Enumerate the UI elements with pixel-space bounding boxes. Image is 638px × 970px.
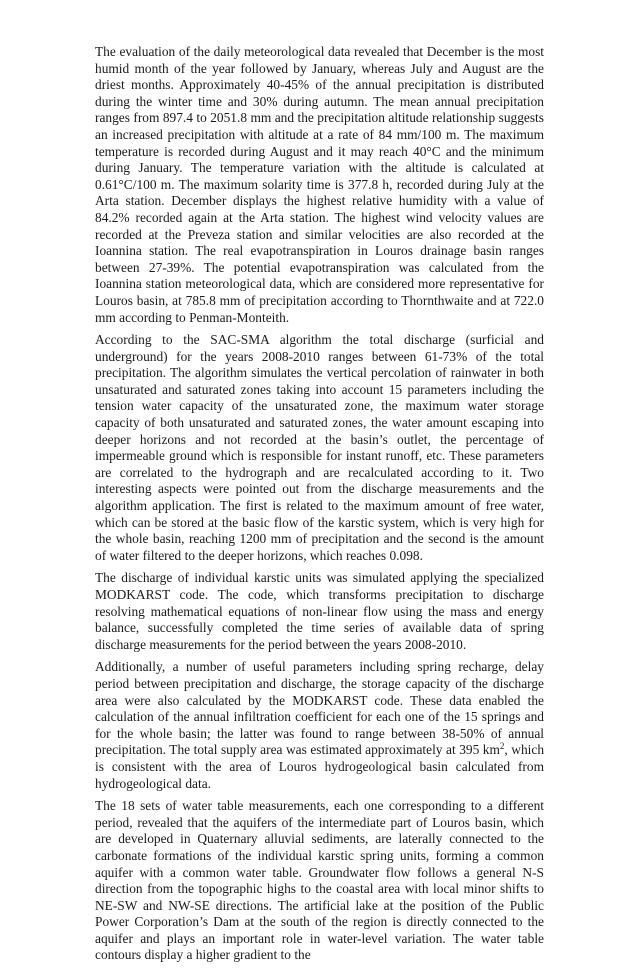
km-squared-superscript: 2	[499, 741, 505, 752]
paragraph-sac-sma-discharge: According to the SAC-SMA algorithm the total discharge (surficial and underground) for the years 2008-2010 ranges between 61-73% of the total precipitation. The algorithm simulates the vertical percolation of rainwater in both unsaturated and saturated zones taking into account 15 parameters including the tension water capacity of the unsaturated zone, the maximum water storage capacity of both unsaturated and saturated zones, the water amount escaping into deeper horizons and not recorded at the basin’s outlet, the percentage of impermeable ground which is responsible for instant runoff, etc. These parameters are correlated to the hydrograph and are recalculated according to it. Two interesting aspects were pointed out from the discharge measurements and the algorithm application. The first is related to the maximum amount of free water, which can be stored at the basic flow of the karstic system, which is very high for the whole basin, reaching 1200 mm of precipitation and the second is the amount of water filtered to the deeper horizons, which reaches 0.098.	[95, 332, 544, 563]
paragraph-infiltration-text-start: Additionally, a number of useful parameters including spring recharge, delay period between precipitation and discharge, the storage capacity of the discharge area were also calculated by the MODKARST code. These data enabled the calculation of the annual infiltration coefficient for each one of the 15 springs and for the whole basin; the latter was found to range between 38-50% of annual precipitation. The total supply area was estimated approximately at 395 km	[95, 659, 544, 758]
paragraph-water-table: The 18 sets of water table measurements, each one corresponding to a different period, revealed that the aquifers of the intermediate part of Louros basin, which are developed in Quaternary alluvial sediments, are laterally connected to the carbonate formations of the individual karstic spring units, forming a common aquifer with a common water table. Groundwater flow follows a general N-S direction from the topographic highs to the coastal area with local minor shifts to NE-SW and NW-SE directions. The artificial lake at the position of the Public Power Corporation’s Dam at the south of the region is directly connected to the aquifer and plays an important role in water-level variation. The water table contours display a higher gradient to the	[95, 798, 544, 963]
paragraph-modkarst-simulation: The discharge of individual karstic units was simulated applying the specialized MODKARST code. The code, which transforms precipitation to discharge resolving mathematical equations of non-linear flow using the mass and energy balance, successfully completed the time series of available data of spring discharge measurements for the period between the years 2008-2010.	[95, 570, 544, 652]
paragraph-meteorological-data: The evaluation of the daily meteorological data revealed that December is the most humid month of the year followed by January, whereas July and August are the driest months. Approximately 40-45% of the annual precipitation is distributed during the winter time and 30% during autumn. The mean annual precipitation ranges from 897.4 to 2051.8 mm and the precipitation altitude relationship suggests an increased precipitation with altitude at a rate of 84 mm/100 m. The maximum temperature is recorded during August and it may reach 40°C and the minimum during January. The temperature variation with the altitude is calculated at 0.61°C/100 m. The maximum solarity time is 377.8 h, recorded during July at the Arta station. December displays the highest relative humidity with a value of 84.2% recorded again at the Arta station. The highest wind velocity values are recorded at the Preveza station and similar velocities are also recorded at the Ioannina station. The real evapotranspiration in Louros drainage basin ranges between 27-39%. The potential evapotranspiration was calculated from the Ioannina station meteorological data, which are considered more representative for Louros basin, at 785.8 mm of precipitation according to Thornthwaite and at 722.0 mm according to Penman-Monteith.	[95, 44, 544, 325]
document-body	[95, 44, 544, 970]
paragraph-infiltration-text-end: , which is consistent with the area of Louros hydrogeological basin calculated from hydrogeological data.	[95, 742, 545, 791]
paragraph-infiltration-parameters	[95, 659, 544, 792]
